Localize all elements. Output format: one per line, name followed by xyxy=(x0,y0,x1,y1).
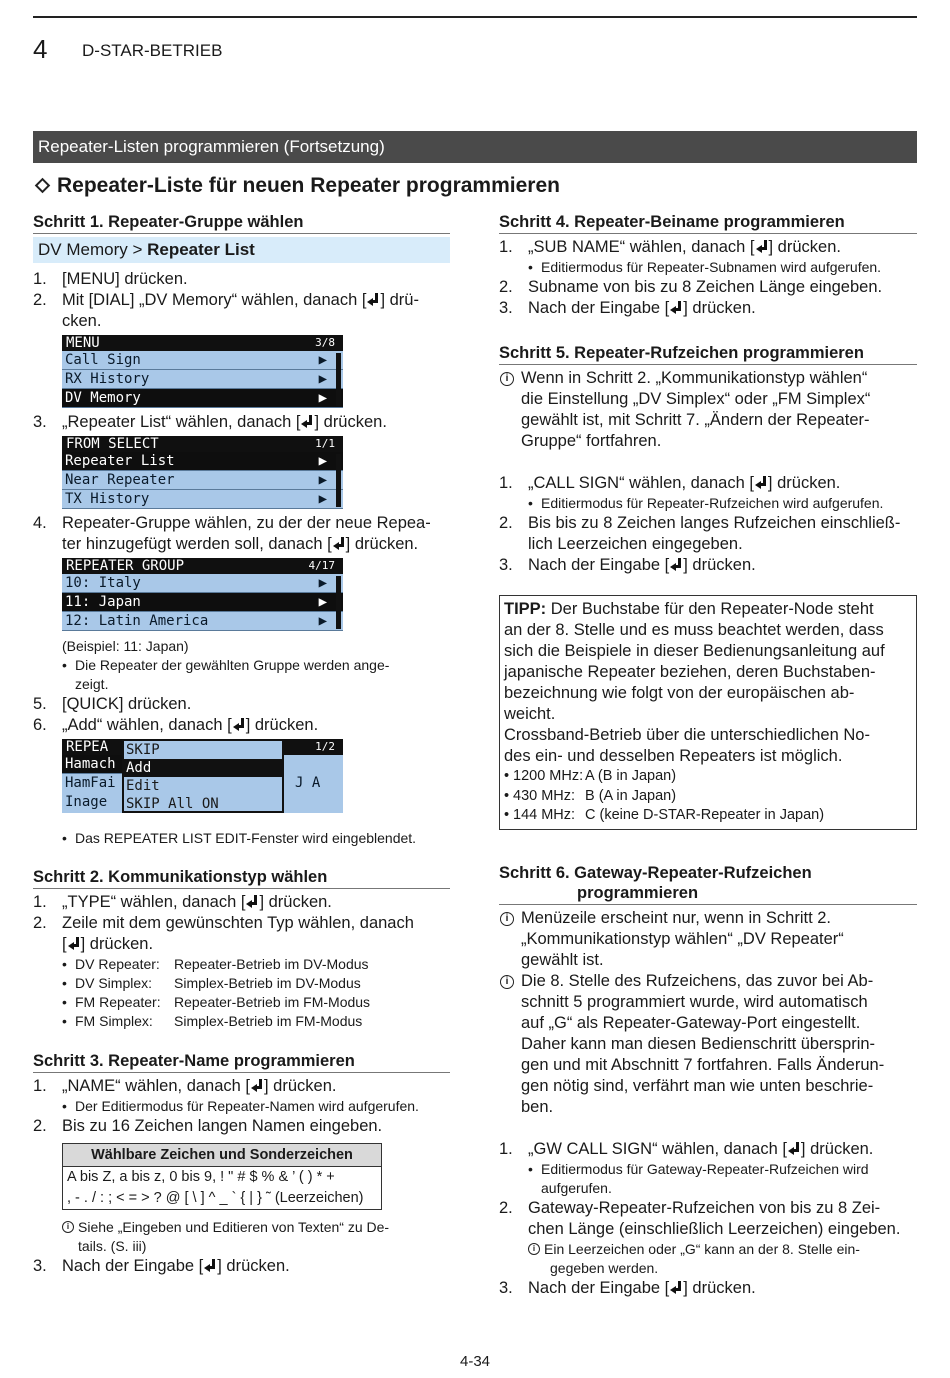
step4-item-2: 2. Subname von bis zu 8 Zeichen Länge eingeben. xyxy=(499,278,883,296)
enter-key-icon xyxy=(670,1281,682,1294)
enter-key-icon xyxy=(670,558,682,571)
bullet: • Editiermodus für Gateway-Repeater-Rufzeichen wird aufgerufen. xyxy=(528,1160,917,1198)
step1-heading: Schritt 1. Repeater-Gruppe wählen xyxy=(33,212,450,234)
lcd-row[interactable]: Near Repeater ▶ xyxy=(62,471,343,490)
top-rule xyxy=(33,16,917,18)
lcd-menu-screen: MENU 3/8 Call Sign ▶ RX History ▶ DV Memory ▶ xyxy=(62,335,343,408)
diamond-icon xyxy=(35,178,51,194)
step5-item-1: 1. „CALL SIGN“ wählen, danach [ ] drücken. xyxy=(499,474,841,492)
step1-item-3: 3. „Repeater List“ wählen, danach [ ] drücken. xyxy=(33,413,387,431)
step6-item-3: 3. Nach der Eingabe [ ] drücken. xyxy=(499,1278,756,1297)
enter-key-icon xyxy=(68,937,80,950)
lcd-from-select-screen: FROM SELECT 1/1 Repeater List ▶ Near Repeater ▶ TX History ▶ xyxy=(62,436,343,509)
lcd-quick-menu-screen: REPEA 1/2 Hamach HamFai J A Inage SKIP Add Edit SKIP All ON xyxy=(62,739,343,813)
scrollbar xyxy=(336,576,341,629)
page-number: 4-34 xyxy=(459,1353,491,1370)
chapter-title: D-STAR-BETRIEB xyxy=(82,41,223,60)
bullet: • Der Editiermodus für Repeater-Namen wird aufgerufen. xyxy=(62,1097,450,1116)
type-item: • DV Repeater: Repeater-Betrieb im DV-Modus xyxy=(62,955,450,974)
info-icon: i xyxy=(62,1221,74,1233)
popup-item-selected[interactable]: Add xyxy=(124,759,282,777)
step3-heading: Schritt 3. Repeater-Name programmieren xyxy=(33,1051,450,1073)
character-table xyxy=(62,1143,382,1210)
step5-heading: Schritt 5. Repeater-Rufzeichen programmieren xyxy=(499,343,917,365)
info-note: i Die 8. Stelle des Rufzeichens, das zuvor bei Ab- schnitt 5 programmiert wurde, wird automatisch auf „G“ als Repeater-Gateway-Port eingestellt. Daher kann man diesen Bedienschritt übersprin- gen und mit Abschnitt 7 fortfahren. Falls Änderun- gen nötig sind, verfährt man wie unten beschrie- ben. xyxy=(499,971,917,1118)
step4-item-1: 1. „SUB NAME“ wählen, danach [ ] drücken. xyxy=(499,238,841,256)
lcd-row-selected[interactable]: Hamach xyxy=(62,755,124,774)
step4-heading: Schritt 4. Repeater-Beiname programmieren xyxy=(499,212,917,234)
step1-item-4: 4. Repeater-Gruppe wählen, zu der der neue Repea- ter hinzugefügt werden soll, danach [ ] drücken. xyxy=(33,514,431,553)
step6-item-2: 2. Gateway-Repeater-Rufzeichen von bis zu 8 Zei- chen Länge (einschließlich Leerzeichen) eingeben. xyxy=(499,1198,901,1238)
tip-bullet: • 1200 MHz: A (B in Japan) xyxy=(504,767,912,787)
enter-key-icon xyxy=(670,301,682,314)
info-icon: i xyxy=(528,1243,540,1255)
info-note: i Ein Leerzeichen oder „G“ kann an der 8. Stelle ein- gegeben werden. xyxy=(528,1240,917,1278)
type-item: • DV Simplex: Simplex-Betrieb im DV-Modus xyxy=(62,974,450,993)
lcd-row[interactable]: 10: Italy ▶ xyxy=(62,574,343,593)
info-icon: i xyxy=(500,372,514,386)
step1-item-6: 6. „Add“ wählen, danach [ ] drücken. xyxy=(33,716,319,734)
type-item: • FM Simplex: Simplex-Betrieb im FM-Modus xyxy=(62,1012,450,1031)
type-list xyxy=(62,955,450,1031)
chapter-number: 4 xyxy=(33,34,48,64)
popup-item[interactable]: SKIP All ON xyxy=(126,796,219,812)
bullet: • Editiermodus für Repeater-Subnamen wird aufgerufen. xyxy=(528,258,917,277)
scrollbar xyxy=(336,353,341,406)
table-row: , - . / : ; < = > ? @ [ \ ] ^ _ ` { | } ˜ (Leerzeichen) xyxy=(67,1190,364,1206)
info-note: i Menüzeile erscheint nur, wenn in Schritt 2. „Kommunikationstyp wählen“ „DV Repeater“ gewählt ist. xyxy=(499,908,917,971)
step1-item-1: 1. [MENU] drücken. xyxy=(33,270,188,288)
step6-item-1: 1. „GW CALL SIGN“ wählen, danach [ ] drücken. xyxy=(499,1139,874,1158)
enter-key-icon xyxy=(788,1142,800,1155)
step5-item-2: 2. Bis bis zu 8 Zeichen langes Rufzeichen einschließ- lich Leerzeichen eingegeben. xyxy=(499,514,901,553)
bullet: • Das REPEATER LIST EDIT-Fenster wird eingeblendet. xyxy=(62,829,450,848)
lcd-row-selected[interactable]: Repeater List ▶ xyxy=(62,452,343,471)
lcd-row[interactable]: TX History ▶ xyxy=(62,490,343,509)
info-note: i Wenn in Schritt 2. „Kommunikationstyp wählen“ die Einstellung „DV Simplex“ oder „FM Simplex“ gewählt ist, mit Schritt 7. „Ändern der Repeater- Gruppe“ fortfahren. xyxy=(499,368,917,452)
quick-menu-popup xyxy=(122,739,284,813)
bullet: • Die Repeater der gewählten Gruppe werden ange- zeigt. xyxy=(62,656,450,694)
table-row: A bis Z, a bis z, 0 bis 9, ! " # $ % & ’ ( ) * + xyxy=(67,1169,335,1185)
step3-item-1: 1. „NAME“ wählen, danach [ ] drücken. xyxy=(33,1077,337,1095)
step2-item-1: 1. „TYPE“ wählen, danach [ ] drücken. xyxy=(33,893,332,911)
tip-box: TIPP: Der Buchstabe für den Repeater-Node steht an der 8. Stelle und es muss beachtet werden, dass sich die Beispiele in dieser Bedienungsanleitung auf japanische Repeater beziehen, deren Buchstaben- bezeichnung wie folgt von der europäischen ab- weicht. Crossband-Betrieb über die unterschiedlichen No- des ein- und desselben Repeaters ist möglich. • 1200 MHz: A (B in Japan) • 430 MHz: B (A in Japan) • 144 MHz: C (keine D-STAR-Repeater in Japan) xyxy=(499,595,917,830)
enter-key-icon xyxy=(755,476,767,489)
lcd-row-selected[interactable]: DV Memory ▶ xyxy=(62,389,343,408)
table-header: Wählbare Zeichen und Sonderzeichen xyxy=(63,1144,381,1167)
step3-item-2: 2. Bis zu 16 Zeichen langen Namen eingeben. xyxy=(33,1117,383,1135)
lcd-row[interactable]: HamFai J A xyxy=(62,774,343,793)
step2-item-2: 2. Zeile mit dem gewünschten Typ wählen, danach [ ] drücken. xyxy=(33,914,414,953)
tip-bullet: • 430 MHz: B (A in Japan) xyxy=(504,787,912,807)
step1-item-2: 2. Mit [DIAL] „DV Memory“ wählen, danach [ ] drü- cken. xyxy=(33,291,419,330)
lcd-row-selected[interactable]: 11: Japan ▶ xyxy=(62,593,343,612)
tip-bullet: • 144 MHz: C (keine D-STAR-Repeater in Japan) xyxy=(504,806,912,826)
enter-key-icon xyxy=(367,293,379,306)
lcd-row[interactable]: Inage xyxy=(62,793,343,812)
bullet: • Editiermodus für Repeater-Rufzeichen wird aufgerufen. xyxy=(528,494,917,513)
enter-key-icon xyxy=(301,415,313,428)
step6-heading: Schritt 6. Gateway-Repeater-Rufzeichen programmieren xyxy=(499,863,917,905)
enter-key-icon xyxy=(233,718,245,731)
info-note: i Siehe „Eingeben und Editieren von Texten“ zu De- tails. (S. iii) xyxy=(62,1218,450,1256)
lcd-row[interactable]: RX History ▶ xyxy=(62,370,343,389)
info-icon: i xyxy=(500,975,514,989)
popup-item[interactable]: SKIP xyxy=(126,742,160,758)
info-icon: i xyxy=(500,912,514,926)
menu-path: DV Memory > Repeater List xyxy=(33,237,450,263)
enter-key-icon xyxy=(756,240,768,253)
enter-key-icon xyxy=(333,537,345,550)
enter-key-icon xyxy=(204,1259,216,1272)
popup-item[interactable]: Edit xyxy=(126,778,160,794)
step4-item-3: 3. Nach der Eingabe [ ] drücken. xyxy=(499,299,756,317)
example-text: (Beispiel: 11: Japan) xyxy=(62,638,189,654)
main-title: Repeater-Liste für neuen Repeater programmieren xyxy=(33,173,560,199)
step5-item-3: 3. Nach der Eingabe [ ] drücken. xyxy=(499,556,756,574)
right-column xyxy=(499,212,917,1299)
lcd-row[interactable]: Call Sign ▶ xyxy=(62,351,343,370)
lcd-repeater-group-screen: REPEATER GROUP 4/17 10: Italy ▶ 11: Japan ▶ 12: Latin America ▶ xyxy=(62,558,343,631)
scrollbar xyxy=(336,454,341,507)
step3-item-3: 3. Nach der Eingabe [ ] drücken. xyxy=(33,1257,290,1275)
enter-key-icon xyxy=(251,1079,263,1092)
lcd-row[interactable]: 12: Latin America ▶ xyxy=(62,612,343,631)
enter-key-icon xyxy=(246,895,258,908)
type-item: • FM Repeater: Repeater-Betrieb im FM-Modus xyxy=(62,993,450,1012)
step2-heading: Schritt 2. Kommunikationstyp wählen xyxy=(33,867,450,889)
section-bar: Repeater-Listen programmieren (Fortsetzung) xyxy=(33,131,917,163)
step1-item-5: 5. [QUICK] drücken. xyxy=(33,695,192,713)
left-column xyxy=(33,212,450,1277)
